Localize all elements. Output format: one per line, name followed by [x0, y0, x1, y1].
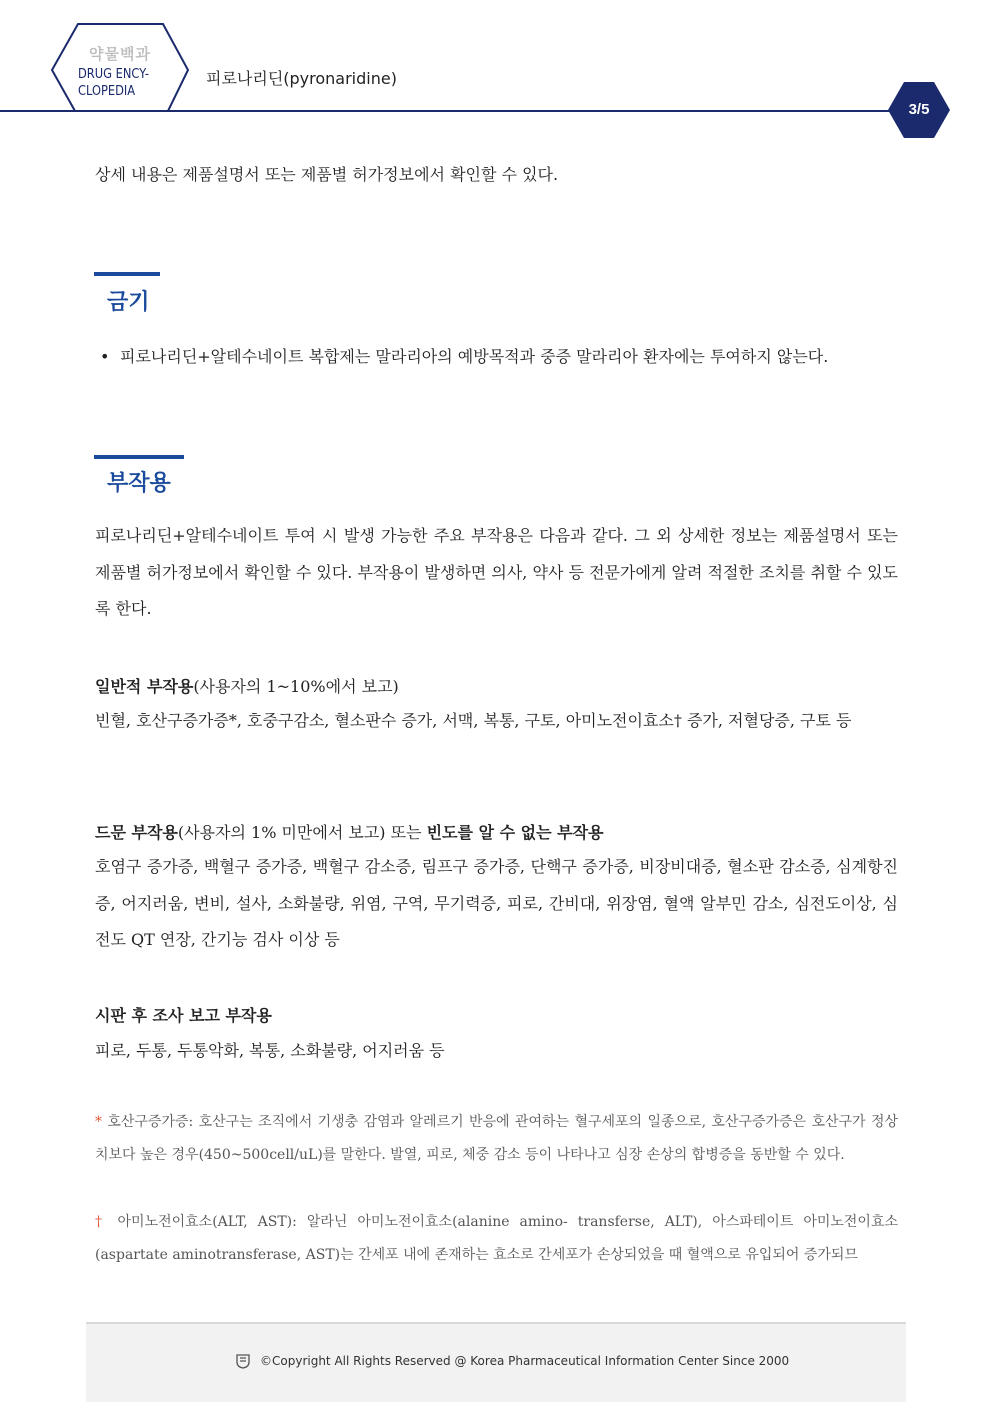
common-side-effects-heading [95, 674, 399, 697]
copyright-text: ©Copyright All Rights Reserved @ Korea Pharmaceutical Information Center Since 2000 [260, 1354, 790, 1368]
section-bar-side-effects [94, 455, 184, 459]
page-number: 3/5 [908, 101, 930, 118]
section-title-contraindications: 금기 [107, 290, 150, 315]
side-effects-intro: 피로나리딘+알테수네이트 투여 시 발생 가능한 주요 부작용은 다음과 같다. 그 외 상세한 정보는 제품설명서 또는 제품별 허가정보에서 확인할 수 있다. 부작용이 발생하면 의사, 약사 등 전문가에게 알려 적절한 조치를 취할 수 있도록 한다. [95, 526, 898, 618]
list-item-text: 피로나리딘+알테수네이트 복합제는 말라리아의 예방목적과 중증 말라리아 환자에는 투여하지 않는다. [120, 347, 829, 366]
postmarketing-title: 시판 후 조사 보고 부작용 [95, 1006, 272, 1025]
logo-english-line1: DRUG ENCY- [78, 67, 149, 82]
page-header [0, 0, 992, 140]
section-title-side-effects: 부작용 [107, 471, 171, 496]
rare-title: 드문 부작용 [95, 823, 178, 842]
postmarketing-text: 피로, 두통, 두통악화, 복통, 소화불량, 어지러움 등 [95, 1041, 445, 1060]
footnote-eosinophilia [95, 1106, 898, 1172]
logo-english-line2: CLOPEDIA [78, 84, 136, 99]
postmarketing-heading [95, 1003, 272, 1026]
list-item [100, 344, 828, 367]
footnote-mark: * [95, 1114, 102, 1130]
document-title: 피로나리딘(pyronaridine) [206, 69, 397, 88]
common-title: 일반적 부작용 [95, 677, 194, 696]
logo-korean: 약물백과 [89, 45, 151, 63]
section-bar-contraindications [94, 272, 160, 276]
bullet-icon: • [100, 347, 110, 366]
common-side-effects-text: 빈혈, 호산구증가증*, 호중구감소, 혈소판수 증가, 서맥, 복통, 구토, 아미노전이효소† 증가, 저혈당증, 구토 등 [95, 711, 852, 730]
rare-side-effects-text: 호염구 증가증, 백혈구 증가증, 백혈구 감소증, 림프구 증가증, 단핵구 증가증, 비장비대증, 혈소판 감소증, 심계항진증, 어지러움, 변비, 설사, 소화불량, 위염, 구역, 무기력증, 피로, 간비대, 위장염, 혈액 알부민 감소, 심전도이상, 심전도 QT 연장, 간기능 검사 이상 등 [95, 857, 898, 949]
rare-subtitle: (사용자의 1% 미만에서 보고) 또는 [177, 823, 427, 842]
intro-text: 상세 내용은 제품설명서 또는 제품별 허가정보에서 확인할 수 있다. [95, 165, 559, 184]
footnote-text: 아미노전이효소(ALT, AST): 알라닌 아미노전이효소(alanine amino- transferse, ALT), 아스파테이트 아미노전이효소(aspartate aminotransferase, AST)는 간세포 내에 존재하는 효소로 간세포가 손상되었을 때 혈액으로 유입되어 증가되므 [95, 1214, 898, 1263]
rare-title2: 빈도를 알 수 없는 부작용 [426, 823, 604, 842]
footnote-mark: † [95, 1214, 108, 1230]
logo-english [78, 66, 175, 100]
common-subtitle: (사용자의 1~10%에서 보고) [193, 677, 399, 696]
footnote-aminotransferase [95, 1206, 898, 1272]
rare-side-effects-heading [95, 820, 603, 843]
footnote-text: 호산구증가증: 호산구는 조직에서 기생충 감염과 알레르기 반응에 관여하는 혈구세포의 일종으로, 호산구증가증은 호산구가 정상치보다 높은 경우(450~500cell/uL)를 말한다. 발열, 피로, 체중 감소 등이 나타나고 심장 손상의 합병증을 동반할 수 있다. [95, 1114, 898, 1163]
emblem-icon [235, 1353, 251, 1369]
